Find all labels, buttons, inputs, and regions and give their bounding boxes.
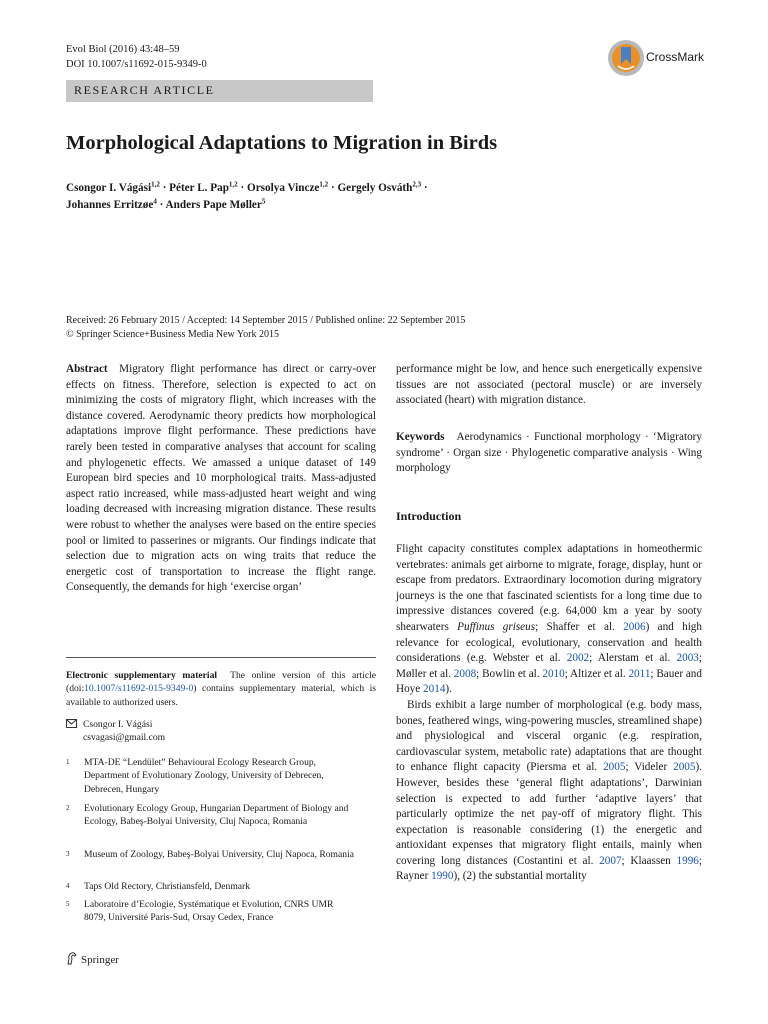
publication-dates	[66, 314, 716, 342]
citation-link[interactable]: 2003	[676, 652, 699, 665]
citation-link[interactable]: 2011	[628, 667, 651, 680]
journal-header	[66, 42, 207, 72]
esm-text-after: ) contains supplementary material, which is available to authorized users.	[66, 683, 376, 708]
publisher-footer	[66, 952, 119, 966]
author-name: Orsolya Vincze	[247, 182, 320, 194]
article-title: Morphological Adaptations to Migration in Birds	[66, 132, 498, 154]
citation-link[interactable]: 2007	[599, 854, 622, 867]
author-affiliation-mark: 2,3	[412, 180, 422, 189]
journal-doi: DOI 10.1007/s11692-015-9349-0	[66, 59, 207, 70]
affiliation-number: 3	[66, 850, 70, 858]
esm-doi-link[interactable]: 10.1007/s11692-015-9349-0	[84, 683, 194, 695]
citation-link[interactable]: 2002	[566, 652, 590, 665]
body-text: ; Altizer et al.	[564, 667, 629, 680]
footnote-divider	[66, 657, 376, 658]
esm-text-before: The online version of this article (doi:	[66, 670, 377, 695]
author-line-2: Johannes Erritzøe$^4$ · Anders Pape Møller$^5$	[66, 197, 266, 211]
crossmark-badge[interactable]	[606, 38, 714, 78]
body-text: Flight capacity constitutes complex adaptations in homeothermic vertebrates: animals get airborne to migrate, forage, display, hunt or escape from predators. Extraordinary locomotion during migratory journeys is the one that fascinated scientists for a long time due to impressive distances covered (e.g. 64,000 km a year by sooty shearwaters	[396, 543, 702, 633]
citation-link[interactable]: 1996	[676, 854, 699, 867]
author-affiliation-mark: 5	[261, 197, 266, 206]
author-list	[66, 180, 716, 214]
author-line-1: Csongor I. Vágási$^{1,2}$ · Péter L. Pap$^{1,2}$ · Orsolya Vincze$^{1,2}$ · Gergely Osváth$^{2,3}$ ·	[66, 180, 428, 194]
citation-link[interactable]: 2006	[623, 620, 646, 633]
intro-paragraph-2	[396, 698, 702, 885]
author-affiliation-mark: 1,2	[228, 180, 238, 189]
body-text: Birds exhibit a large number of morphological (e.g. body mass, bones, feathered wings, wing-powering muscles, streamlined shape) and physiological and visceral organic (e.g. respiration, cardiovascular system, metabolic rate) adaptations that are thought to enhance flight capacity (Piersma et al.	[396, 698, 702, 774]
body-text: ; Klaassen	[621, 854, 677, 867]
correspondence	[66, 718, 376, 745]
affiliation-number: 1	[66, 758, 70, 766]
citation-link[interactable]: 2008	[453, 667, 477, 680]
body-text: ; Bauer and Hoye	[396, 667, 702, 696]
body-text: ; Bowlin et al.	[476, 667, 543, 680]
affiliation-text: Evolutionary Ecology Group, Hungarian Department of Biology and Ecology, Babeş-Bolyai University, Cluj Napoca, Romania	[84, 803, 349, 828]
article-type-bar	[66, 80, 373, 102]
citation-link[interactable]: 1990	[431, 870, 454, 883]
affiliation-number: 5	[66, 900, 70, 908]
author-name: Gergely Osváth	[337, 182, 413, 194]
affiliation-text: Taps Old Rectory, Christiansfeld, Denmark	[84, 881, 251, 892]
dates-line: Received: 26 February 2015 / Accepted: 14 September 2015 / Published online: 22 September 2015	[66, 315, 466, 326]
correspondence-name: Csongor I. Vágási	[83, 719, 153, 730]
abstract-text: Migratory flight performance has direct or carry-over effects on fitness. Therefore, selection is expected to act on minimizing the costs of migratory flight, which increases with the distance covered. Aerodynamic theory predicts how morphological adaptations improve flight performance. These predictions have rarely been tested in comparative analyses that account for scaling and phylogenetic effects. We amassed a unique dataset of 149 European bird species and 10 morphological traits. Mass-adjusted aspect ratio increased, while mass-adjusted heart weight and wing loading decreased with increasing migration distance. These results were robust to whether the analyses were based on the entire species pool or limited to passerines or migrants. Our findings indicate that selection due to migration acts on wing traits that reduce the energetic cost of transportation to increase the flight range. Consequently, the demands for high ‘exercise organ’	[66, 363, 377, 594]
citation-link[interactable]: 2005	[603, 761, 626, 774]
body-text: ; Alerstam et al.	[589, 652, 677, 665]
body-text: ; Møller et al.	[396, 652, 702, 680]
affiliation-text: Laboratoire d’Ecologie, Systématique et Evolution, CNRS UMR 8079, Université Paris-Sud, Orsay Cedex, France	[84, 899, 334, 924]
keywords	[396, 430, 702, 477]
body-text: ), (2) the substantial mortality	[453, 870, 587, 883]
author-name: Péter L. Pap	[169, 182, 229, 194]
author-name: Anders Pape Møller	[165, 199, 262, 211]
body-text: ). However, besides these ‘general flight adaptations’, Darwinian selection is expected to add further ‘adaptive layers’ that particularly optimize the net pay-off of migratory flight. This expectation is reasonable considering (1) the energetic and antioxidant expenses that migratory flight entails, mainly when covering long distances (Costantini et al.	[396, 761, 702, 867]
publisher-name: Springer	[81, 954, 119, 966]
author-name: Johannes Erritzøe	[66, 199, 154, 211]
body-text: ; Shaffer et al.	[535, 620, 624, 633]
body-text: ; Videler	[625, 761, 674, 774]
keywords-text: Aerodynamics · Functional morphology · ‘Migratory syndrome’ · Organ size · Phylogenetic comparative analysis · Wing morphology	[396, 431, 702, 475]
affiliation-text: MTA-DE “Lendület” Behavioural Ecology Research Group, Department of Evolutionary Zoology, University of Debrecen, Debrecen, Hungary	[84, 757, 324, 795]
introduction-body	[396, 542, 702, 885]
abstract-continued: performance might be low, and hence such energetically expensive tissues are not associated (pectoral muscle) or are inversely associated (heart) with migration distance.	[396, 363, 702, 407]
affiliation-text: Museum of Zoology, Babeş-Bolyai University, Cluj Napoca, Romania	[84, 849, 355, 860]
author-affiliation-mark: 1,2	[319, 180, 329, 189]
citation-link[interactable]: 2014	[423, 683, 446, 696]
correspondence-email[interactable]: csvagasi@gmail.com	[83, 732, 166, 744]
body-text: ; Rayner	[396, 854, 702, 883]
affiliation-number: 2	[66, 804, 70, 812]
crossmark-icon	[606, 38, 646, 78]
crossmark-label: CrossMark	[646, 50, 705, 64]
abstract	[66, 362, 376, 596]
intro-paragraph-1	[396, 542, 702, 698]
journal-citation: Evol Biol (2016) 43:48–59	[66, 44, 180, 55]
author-name: Csongor I. Vágási	[66, 182, 152, 194]
body-text: ) and high relevance for ecological, evolutionary, conservation and health considerations (e.g. Webster et al.	[396, 620, 702, 665]
abstract-label: Abstract	[66, 363, 108, 375]
supplementary-note	[66, 669, 376, 709]
author-affiliation-mark: 4	[153, 197, 157, 206]
body-text: ).	[445, 683, 452, 696]
article-type: RESEARCH ARTICLE	[74, 83, 215, 97]
envelope-icon	[66, 719, 77, 728]
citation-link[interactable]: 2010	[542, 667, 565, 680]
author-affiliation-mark: 1,2	[151, 180, 160, 189]
esm-label: Electronic supplementary material	[66, 670, 218, 681]
citation-link[interactable]: 2005	[673, 761, 696, 774]
affiliation-number: 4	[66, 882, 70, 890]
species-name: Puffinus griseus	[457, 620, 536, 633]
introduction-heading: Introduction	[396, 509, 462, 523]
keywords-label: Keywords	[396, 431, 445, 443]
copyright-line: © Springer Science+Business Media New York 2015	[66, 329, 279, 340]
springer-horse-icon	[66, 952, 78, 965]
